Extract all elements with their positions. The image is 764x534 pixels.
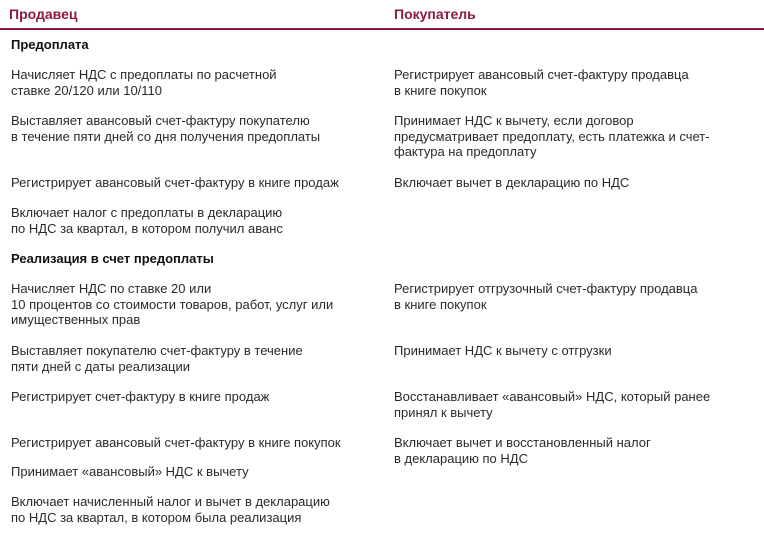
buyer-cell: Регистрирует отгрузочный счет-фактуру продавца в книге покупок: [394, 281, 698, 312]
seller-column-header: Продавец: [9, 6, 78, 22]
buyer-cell: Принимает НДС к вычету с отгрузки: [394, 343, 612, 358]
buyer-cell: Включает вычет и восстановленный налог в декларацию по НДС: [394, 435, 651, 466]
seller-cell: Начисляет НДС с предоплаты по расчетной ставке 20/120 или 10/110: [11, 67, 277, 98]
seller-cell: Регистрирует авансовый счет-фактуру в книге продаж: [11, 175, 339, 190]
buyer-cell: Регистрирует авансовый счет-фактуру продавца в книге покупок: [394, 67, 689, 98]
buyer-cell: Принимает НДС к вычету, если договор предусматривает предоплату, есть платежка и счет- фактура на предоплату: [394, 113, 710, 159]
seller-cell: Включает налог с предоплаты в декларацию по НДС за квартал, в котором получил аванс: [11, 205, 283, 236]
seller-cell: Регистрирует счет-фактуру в книге продаж: [11, 389, 270, 404]
section-title-prepayment: Предоплата: [11, 37, 89, 52]
buyer-cell: Восстанавливает «авансовый» НДС, который ранее принял к вычету: [394, 389, 711, 420]
header-divider: [0, 28, 764, 30]
seller-cell: Регистрирует авансовый счет-фактуру в книге покупок: [11, 435, 341, 450]
seller-cell: Выставляет покупателю счет-фактуру в течение пяти дней с даты реализации: [11, 343, 303, 374]
buyer-cell: Включает вычет в декларацию по НДС: [394, 175, 630, 190]
seller-cell: Начисляет НДС по ставке 20 или 10 процентов со стоимости товаров, работ, услуг или имущественных прав: [11, 281, 334, 327]
seller-cell: Выставляет авансовый счет-фактуру покупателю в течение пяти дней со дня получения предоплаты: [11, 113, 321, 144]
section-title-sale: Реализация в счет предоплаты: [11, 251, 214, 266]
buyer-column-header: Покупатель: [394, 6, 476, 22]
seller-cell: Принимает «авансовый» НДС к вычету: [11, 464, 249, 479]
seller-cell: Включает начисленный налог и вычет в декларацию по НДС за квартал, в котором была реализация: [11, 494, 330, 525]
